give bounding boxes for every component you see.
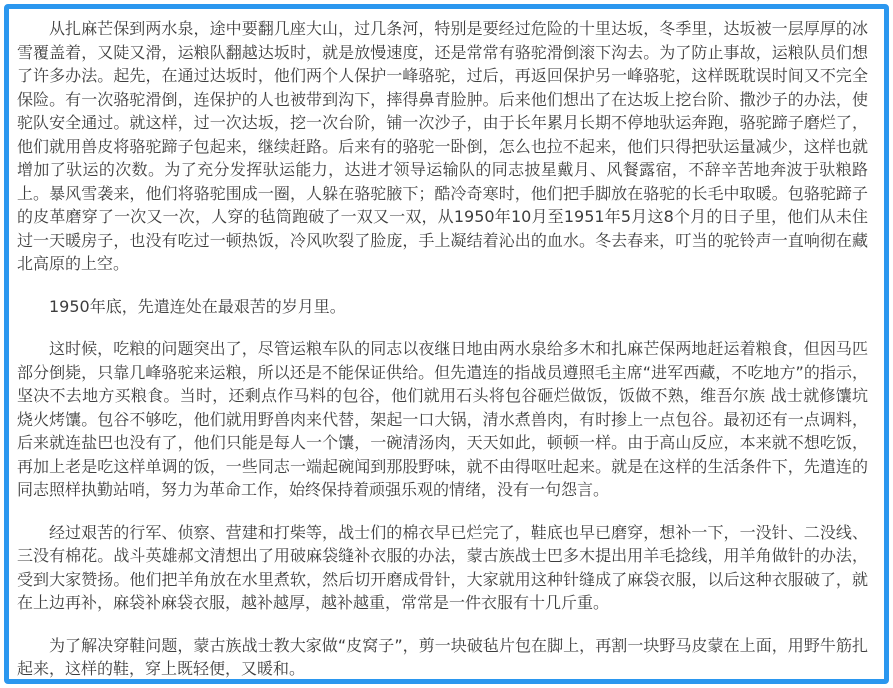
paragraph-2: 1950年底，先遣连处在最艰苦的岁月里。 [49,296,346,316]
paragraph-5: 为了解决穿鞋问题，蒙古族战士教大家做“皮窝子”，剪一块破毡片包在脚上，再割一块野马皮蒙在上面，用野牛筋扎起来，这样的鞋，穿上既轻便，又暖和。 [17,635,868,678]
article-body [17,17,868,681]
paragraph-1: 从扎麻芒保到两水泉，途中要翻几座大山，过几条河，特别是要经过危险的十里达坂，冬季里，达坂被一层厚厚的冰雪覆盖着，又陡又滑，运粮队翻越达坂时，就是放慢速度，还是常常有骆驼滑倒滚下沟去。为了防止事故，运粮队员们想了许多办法。起先，在通过达坂时，他们两个人保护一峰骆驼，过后，再返回保护另一峰骆驼，这样既耽误时间又不完全保险。有一次骆驼滑倒，连保护的人也被带到沟下，摔得鼻青脸肿。后来他们想出了在达坂上挖台阶、撒沙子的办法，使驼队安全通过。就这样，过一次达坂，挖一次台阶，铺一次沙子，由于长年累月长期不停地驮运奔跑，骆驼蹄子磨烂了，他们就用兽皮将骆驼蹄子包起来，继续赶路。后来有的骆驼一卧倒，怎么也拉不起来，他们只得把驮运量减少，这样也就增加了驮运的次数。为了充分发挥驮运能力，达进才领导运输队的同志披星戴月、风餐露宿，不辞辛苦地奔波于驮粮路上。暴风雪袭来，他们将骆驼围成一圈，人躲在骆驼腋下；酷冷奇寒时，他们把手脚放在骆驼的长毛中取暖。包骆驼蹄子的皮革磨穿了一次又一次，人穿的毡筒跑破了一双又一双，从1950年10月至1951年5月这8个月的日子里，他们从未住过一天暖房子，也没有吃过一顿热饭，冷风吹裂了脸庞，手上凝结着沁出的血水。冬去春来，叮当的驼铃声一直响彻在藏北高原的上空。 [17,19,868,273]
paragraph-4: 经过艰苦的行军、侦察、营建和打柴等，战士们的棉衣早已烂完了，鞋底也早已磨穿，想补一下，一没针、二没线、三没有棉花。战斗英雄郝文清想出了用破麻袋缝补衣服的办法，蒙古族战士巴多木提出用羊毛捻线，用羊角做针的办法，受到大家赞扬。他们把羊角放在水里煮软，然后切开磨成骨针，大家就用这种针缝成了麻袋衣服，以后这种衣服破了，就在上边再补，麻袋补麻袋衣服，越补越厚，越补越重，常常是一件衣服有十几斤重。 [17,522,868,612]
paragraph-3: 这时候，吃粮的问题突出了，尽管运粮车队的同志以夜继日地由两水泉给多木和扎麻芒保两地赶运着粮食，但因马匹部分倒毙，只靠几峰骆驼来运粮，所以还是不能保证供给。但先遣连的指战员遵照毛主席“进军西藏，不吃地方”的指示，坚决不去地方买粮食。当时，还剩点作马料的包谷，他们就用石头将包谷砸烂做饭，饭做不熟，维吾尔族 战士就修馕坑烧火烤馕。包谷不够吃，他们就用野兽肉来代替，架起一口大锅，清水煮兽肉，有时掺上一点包谷。最初还有一点调料，后来就连盐巴也没有了，他们只能是每人一个馕，一碗清汤肉，天天如此，顿顿一样。由于高山反应，本来就不想吃饭，再加上老是吃这样单调的饭，一些同志一端起碗闻到那股野味，就不由得呕吐起来。就是在这样的生活条件下，先遣连的同志照样执勤站哨，努力为革命工作，始终保持着顽强乐观的情绪，没有一句怨言。 [17,339,868,499]
bordered-article-frame [4,4,889,684]
